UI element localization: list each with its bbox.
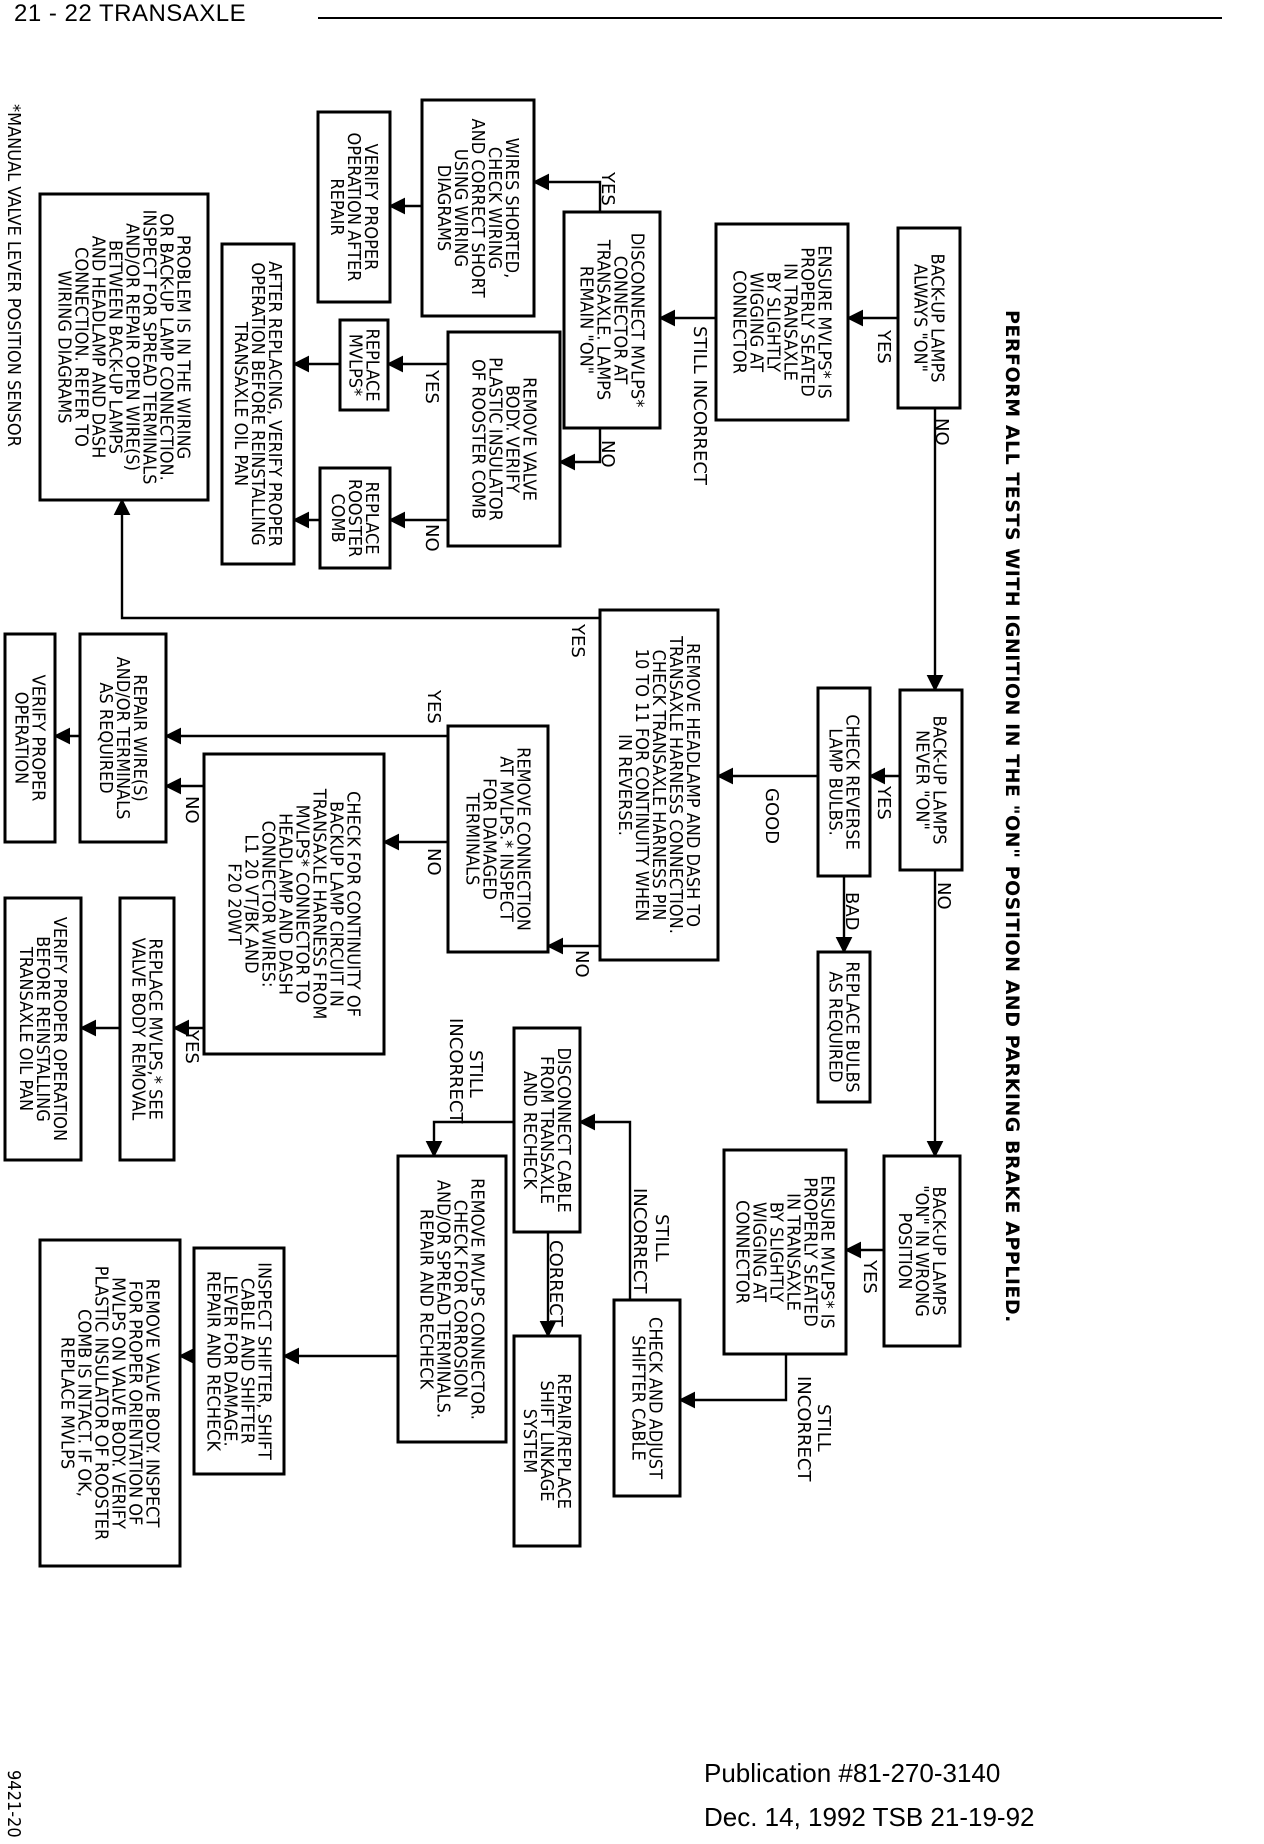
box-text-remove-connection: REMOVE CONNECTIONAT MVLPS.* INSPECTFOR DAMAGEDTERMINALS — [461, 747, 534, 931]
edge-label-incorrect: INCORRECT — [629, 1188, 650, 1294]
edge-label-no: NO — [181, 796, 202, 824]
box-text-verify-after-repair: VERIFY PROPEROPERATION AFTERREPAIR — [326, 132, 381, 282]
edge-label-still: STILL — [465, 1050, 486, 1098]
box-text-replace-bulbs: REPLACE BULBSAS REQUIRED — [824, 961, 863, 1093]
connector-arrow — [560, 428, 600, 462]
box-text-verify-before: VERIFY PROPER OPERATIONBEFORE REINSTALLINGTRANSAXLE OIL PAN — [15, 916, 70, 1142]
flowchart — [0, 36, 1264, 1844]
box-text-inspect-shifter: INSPECT SHIFTER, SHIFTCABLE AND SHIFTERLEVER FOR DAMAGE.REPAIR AND RECHECK — [202, 1262, 275, 1460]
box-remove-valve-body-2 — [40, 1240, 180, 1566]
box-text-disconnect-mvlps: DISCONNECT MVLPS*CONNECTOR ATTRANSAXLE. LAMPSREMAIN "ON" — [575, 232, 648, 408]
footnote-text: *MANUAL VALVE LEVER POSITION SENSOR — [3, 104, 24, 447]
edge-label-yes: YES — [423, 690, 444, 724]
edge-label-good: GOOD — [761, 788, 782, 845]
box-wrong-position — [884, 1156, 960, 1346]
box-replace-mvlps-1 — [340, 320, 388, 410]
connector-arrow — [434, 1122, 514, 1156]
box-remove-mvlps-connector — [398, 1156, 506, 1442]
box-remove-valve-body — [448, 332, 560, 546]
box-text-replace-mvlps-2: REPLACE MVLPS,* SEEVALVE BODY REMOVAL — [127, 937, 166, 1121]
edge-label-yes: YES — [597, 172, 618, 206]
box-check-bulbs — [818, 688, 870, 876]
page-header — [0, 0, 1264, 36]
box-check-continuity — [204, 754, 384, 1054]
edge-label-still: STILL — [651, 1214, 672, 1262]
box-problem-wiring — [40, 194, 208, 500]
edge-label-no: NO — [423, 848, 444, 876]
box-text-remove-mvlps-connector: REMOVE MVLPS CONNECTOR.CHECK FOR CORROSIONAND/OR SPREAD TERMINALS.REPAIR AND RECHECK — [415, 1178, 488, 1420]
box-inspect-shifter — [194, 1248, 284, 1474]
connector-arrow — [534, 182, 600, 212]
figure-id: 9421-20 — [3, 1770, 24, 1838]
box-ensure-seated-2 — [724, 1150, 846, 1354]
edge-label-incorrect: INCORRECT — [445, 1018, 466, 1124]
box-text-replace-mvlps-1: REPLACEMVLPS* — [344, 328, 383, 402]
edge-label-no: NO — [421, 524, 442, 552]
page-title: 21 - 22 TRANSAXLE — [14, 0, 247, 27]
box-wires-shorted — [422, 100, 534, 316]
box-text-problem-wiring: PROBLEM IS IN THE WIRINGOR BACK-UP LAMP CONNECTION.INSPECT FOR SPREAD TERMINALSAND/OR REPAIR OPEN WIRE(S)BETWEEN BACK-UP LAMPSAND HEADLAMP AND DASHCONNECTION. REFER TOWIRING DIAGRAMS — [53, 209, 194, 485]
edge-label-no: NO — [597, 440, 618, 468]
box-text-after-replacing: AFTER REPLACING, VERIFY PROPEROPERATION BEFORE REINSTALLINGTRANSAXLE OIL PAN — [230, 261, 285, 547]
edge-label-yes: YES — [567, 624, 588, 658]
box-text-remove-headlamp: REMOVE HEADLAMP AND DASH TOTRANSAXLE HARNESS CONNECTION.CHECK TRANSAXLE HARNESS PIN10 TO 11 FOR CONTINUITY WHENIN REVERSE. — [614, 636, 703, 934]
box-verify-proper — [5, 634, 55, 842]
box-text-wires-shorted: WIRES SHORTED,CHECK WIRINGAND CORRECT SHORTUSING WIRINGDIAGRAMS — [433, 118, 522, 298]
box-text-ensure-seated-2: ENSURE MVLPS* ISPROPERLY SEATEDIN TRANSAXLEBY SLIGHTLYWIGGING ATCONNECTOR — [731, 1175, 838, 1329]
box-verify-before — [5, 898, 81, 1160]
instruction-text: PERFORM ALL TESTS WITH IGNITION IN THE "ON" POSITION AND PARKING BRAKE APPLIED. — [1001, 310, 1023, 1323]
box-verify-after-repair — [318, 112, 390, 302]
box-replace-bulbs — [818, 952, 870, 1102]
edge-label-yes: YES — [181, 1030, 202, 1064]
box-text-disconnect-cable: DISCONNECT CABLEFROM TRANSAXLEAND RECHECK — [519, 1047, 574, 1213]
box-text-remove-valve-body-2: REMOVE VALVE BODY. INSPECTFOR PROPER ORIENTATION OFMVLPS ON VALVE BODY. VERIFYPLASTIC INSULATOR OF ROOSTERCOMB IS INTACT. IF OK,REPLACE MVLPS — [56, 1265, 163, 1541]
box-text-check-continuity: CHECK FOR CONTINUITY OFBACKUP LAMP CIRCUIT INTRANSAXLE HARNESS FROMMVLPS* CONNECTOR TOHEADLAMP AND DASHCONNECTOR WIRES:L1 20 VT/BK ANDF20 20WT — [223, 788, 364, 1020]
edge-label-incorrect: INCORRECT — [793, 1376, 814, 1482]
box-repair-wires — [80, 634, 166, 842]
edge-label-no: NO — [931, 418, 952, 446]
box-disconnect-mvlps — [564, 212, 660, 428]
box-never-on — [900, 690, 962, 870]
edge-label-still-incorrect: STILL INCORRECT — [689, 326, 710, 485]
box-text-wrong-position: BACK-UP LAMPS"ON" IN WRONGPOSITION — [894, 1185, 949, 1317]
edge-label-no: NO — [571, 950, 592, 978]
box-text-repair-wires: REPAIR WIRE(S)AND/OR TERMINALSAS REQUIRED — [95, 656, 150, 820]
box-text-replace-rooster: REPLACEROOSTERCOMB — [327, 478, 382, 558]
edge-label-no: NO — [933, 882, 954, 910]
header-rule — [318, 17, 1222, 19]
box-ensure-seated-1 — [716, 224, 848, 420]
box-text-never-on: BACK-UP LAMPSNEVER "ON" — [911, 715, 950, 845]
box-remove-connection — [448, 726, 548, 952]
box-after-replacing — [222, 244, 294, 564]
box-text-repair-linkage: REPAIR/REPLACESHIFT LINKAGESYSTEM — [519, 1373, 574, 1509]
box-text-ensure-seated-1: ENSURE MVLPS* ISPROPERLY SEATEDIN TRANSAXLEBY SLIGHTLYWIGGING ATCONNECTOR — [728, 245, 835, 399]
box-disconnect-cable — [514, 1028, 580, 1232]
edge-label-correct: CORRECT — [545, 1240, 566, 1327]
box-text-check-bulbs: CHECK REVERSELAMP BULBS. — [824, 714, 863, 850]
publication-number: Publication #81-270-3140 — [704, 1758, 1001, 1788]
connector-arrow — [680, 1354, 786, 1400]
box-always-on — [898, 228, 960, 408]
edge-label-still: STILL — [813, 1404, 834, 1452]
edge-label-yes: YES — [859, 1260, 880, 1294]
flowchart-canvas — [0, 36, 1264, 1844]
box-text-always-on: BACK-UP LAMPSALWAYS "ON" — [909, 253, 948, 383]
edge-label-yes: YES — [873, 330, 894, 364]
edge-label-bad: BAD — [841, 892, 862, 931]
edge-label-yes: YES — [873, 786, 894, 820]
publication-date: Dec. 14, 1992 TSB 21-19-92 — [704, 1802, 1035, 1832]
connector-arrow — [580, 1122, 630, 1300]
box-text-check-adjust: CHECK AND ADJUSTSHIFTER CABLE — [627, 1317, 666, 1479]
box-text-verify-proper: VERIFY PROPEROPERATION — [10, 674, 49, 802]
box-repair-linkage — [514, 1336, 580, 1546]
edge-label-yes: YES — [421, 370, 442, 404]
box-replace-mvlps-2 — [120, 898, 174, 1160]
box-remove-headlamp — [600, 610, 718, 960]
box-text-remove-valve-body: REMOVE VALVEBODY. VERIFYPLASTIC INSULATOROF ROOSTER COMB — [467, 357, 540, 521]
box-check-adjust — [614, 1300, 680, 1496]
box-replace-rooster — [320, 468, 390, 568]
